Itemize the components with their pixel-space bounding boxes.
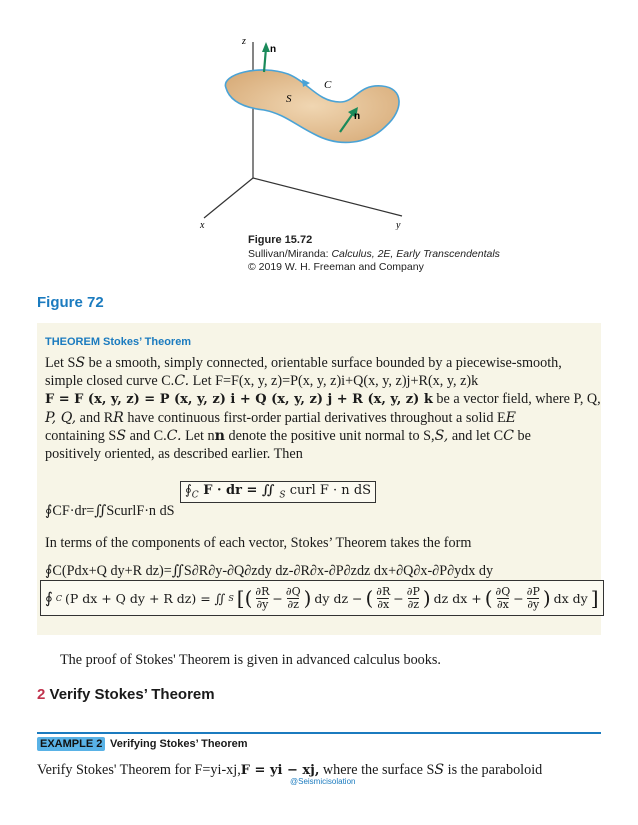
math-run: E: [505, 410, 516, 426]
math-run: F = yi − xj,: [240, 763, 320, 778]
theorem-line-3: [45, 390, 601, 409]
surface-s: [225, 70, 399, 142]
frac-num: ∂P: [526, 584, 540, 598]
example-title: Verifying Stokes’ Theorem: [110, 738, 248, 750]
normal-label-mid: n: [354, 111, 361, 122]
eq-rhs: curl F · n dS: [289, 483, 372, 498]
frac-den: ∂z: [407, 597, 420, 611]
math-run: S: [116, 428, 127, 444]
component-equation-boxed: [40, 580, 604, 616]
watermark: @Seismicisolation: [290, 777, 356, 786]
figure-caption: [248, 234, 500, 275]
math-run: C.: [166, 428, 182, 444]
math-run: S,: [434, 428, 449, 444]
theorem-line-6: [45, 445, 303, 463]
text-run: simple closed curve C.: [45, 373, 175, 389]
section-title: Verify Stokes’ Theorem: [45, 686, 215, 703]
eq-mid: F · dr = ∬: [198, 483, 280, 498]
text-run: Let n: [181, 428, 215, 444]
x-axis-label: x: [200, 220, 205, 230]
section-heading: [37, 686, 215, 703]
vector-field-math: F = F (x, y, z) = P (x, y, z) i + Q (x, y, z) j + R (x, y, z) k: [45, 392, 433, 407]
text-run: have continuous first-order partial derivatives throughout a solid E: [123, 410, 506, 426]
fraction: [286, 586, 301, 611]
frac-den: ∂z: [287, 597, 299, 611]
text-run: denote the positive unit normal to S,: [224, 428, 435, 444]
theorem-title: THEOREM Stokes’ Theorem: [45, 336, 192, 348]
paren-open: (: [484, 586, 493, 610]
integral-sub: S: [279, 490, 286, 501]
text-run: Let S: [45, 355, 76, 371]
example-badge: EXAMPLE 2: [37, 737, 105, 751]
text-run: Let F=F(x, y, z)=P(x, y, z)i+Q(x, y, z)j+R(x, y, z)k: [189, 373, 479, 389]
integral-sub: C: [55, 593, 62, 603]
x-axis: [204, 178, 253, 218]
paren-close: ): [303, 586, 312, 610]
fraction: [255, 586, 269, 611]
frac-num: ∂R: [376, 584, 391, 598]
caption-authors: Sullivan/Miranda:: [248, 247, 332, 260]
minus-sign: −: [513, 590, 524, 606]
text-run: is the paraboloid: [444, 762, 543, 778]
text-run: containing S: [45, 428, 117, 444]
components-line: In terms of the components of each vector, Stokes’ Theorem takes the form: [45, 535, 472, 551]
math-run: S: [75, 355, 86, 371]
paren-close: ): [422, 586, 431, 610]
z-axis-label: z: [242, 36, 246, 47]
bracket-open: [(: [236, 586, 253, 610]
minus-sign: −: [272, 590, 283, 606]
figure-caption-credit: [248, 248, 500, 262]
eq2-dxdy: dx dy: [553, 590, 588, 606]
figure-caption-title: Figure 15.72: [248, 234, 313, 246]
frac-den: ∂x: [496, 597, 509, 611]
y-axis: [253, 178, 402, 216]
surface-s-label: S: [286, 93, 292, 105]
eq2-dzdx: dz dx +: [433, 590, 482, 606]
minus-sign: −: [393, 590, 404, 606]
frac-den: ∂y: [527, 597, 540, 611]
fraction: [376, 586, 390, 611]
text-run: be a smooth, simply connected, orientable surface bounded by a piecewise-smooth,: [85, 355, 562, 371]
frac-num: ∂Q: [285, 584, 301, 598]
stokes-equation-boxed: [180, 481, 376, 503]
contour-integral-sign: ∮: [185, 483, 192, 498]
fraction: [527, 586, 540, 611]
paren-open: (: [365, 586, 374, 610]
stokes-surface-figure: [190, 30, 450, 230]
theorem-line-1: [45, 354, 562, 372]
proof-note: The proof of Stokes' Theorem is given in advanced calculus books.: [60, 652, 441, 668]
normal-label-top: n: [270, 44, 277, 55]
text-run: Verify Stokes' Theorem for F=yi-xj,: [37, 762, 241, 778]
math-run: C.: [174, 373, 190, 389]
text-run: and R: [76, 410, 114, 426]
text-run: positively oriented, as described earlier. Then: [45, 446, 303, 462]
bracket-close: ]: [590, 586, 599, 610]
component-equation-text: ∮C(Pdx+Q dy+R dz)=∬S∂R∂y-∂Q∂zdy dz-∂R∂x-∂P∂zdz dx+∂Q∂x-∂P∂ydx dy: [45, 563, 494, 579]
text-run: be: [513, 428, 531, 444]
figure-caption-copyright: © 2019 W. H. Freeman and Company: [248, 261, 424, 273]
section-divider: [37, 732, 601, 734]
frac-num: ∂P: [406, 584, 420, 598]
integral-sub: S: [228, 593, 234, 603]
frac-num: ∂R: [255, 584, 270, 598]
fraction: [496, 586, 511, 611]
caption-book-title: Calculus, 2E, Early Transcendentals: [331, 247, 500, 260]
text-run: and let C: [448, 428, 504, 444]
figure-heading: Figure 72: [37, 294, 104, 311]
integral-sub: C: [191, 490, 199, 501]
text-run: and C.: [126, 428, 167, 444]
normal-arrowhead-top: [262, 42, 270, 52]
text-run: be a vector field, where P, Q,: [432, 391, 601, 407]
paren-close: ): [542, 586, 551, 610]
eq2-dydz: dy dz −: [314, 590, 363, 606]
section-number: 2: [37, 686, 46, 703]
theorem-line-2: [45, 372, 478, 390]
math-run: n: [214, 428, 225, 444]
frac-den: ∂y: [256, 597, 269, 611]
stokes-equation-text: ∮CF·dr=∬ScurlF·n dS: [45, 503, 175, 519]
eq2-lhs: (P dx + Q dy + R dz) = ∬: [64, 590, 226, 606]
theorem-line-4: [45, 409, 516, 427]
frac-num: ∂Q: [495, 584, 511, 598]
curve-c-label: C: [324, 79, 332, 91]
theorem-line-5: [45, 427, 531, 445]
math-run: P, Q,: [45, 410, 77, 426]
math-run: C: [503, 428, 514, 444]
fraction: [407, 586, 420, 611]
contour-integral-sign: ∮: [45, 589, 53, 607]
y-axis-label: y: [396, 220, 401, 230]
math-run: R: [113, 410, 124, 426]
text-run: where the surface S: [319, 762, 435, 778]
frac-den: ∂x: [377, 597, 390, 611]
math-run: S: [434, 762, 445, 778]
